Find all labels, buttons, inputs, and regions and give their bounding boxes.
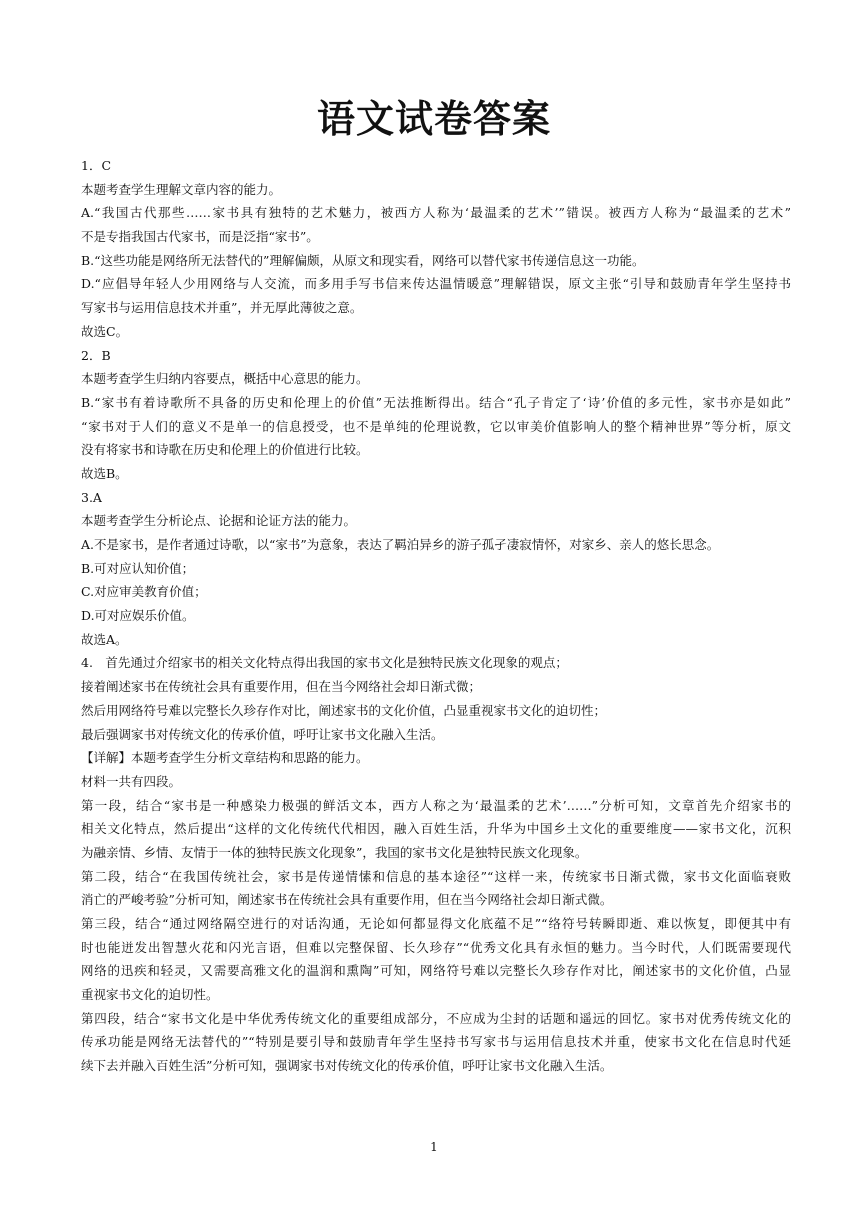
text-line: B.“这些功能是网络所无法替代的”理解偏颇，从原文和现实看，网络可以替代家书传递信息这一功能。 [81,252,645,268]
text-line: 消亡的严峻考验”分析可知，阐述家书在传统社会具有重要作用，但在当今网络社会却日渐式微。 [81,892,613,908]
text-line: 重视家书文化的迫切性。 [81,987,219,1003]
text-line: 1．C [81,158,112,173]
text-line: A.“我国古代那些……家书具有独特的艺术魅力，被西方人称为‘最温柔的艺术’”错误。被西方人称为“最温柔的艺术” [81,205,791,221]
text-line: 材料一共有四段。 [81,773,182,789]
text-line: 写家书与运用信息技术并重”，并无厚此薄彼之意。 [81,300,363,316]
text-line: D.“应倡导年轻人少用网络与人交流，而多用手写书信来传达温情暖意”理解错误，原文主张“引导和鼓励青年学生坚持书 [81,276,791,292]
text-line: B.“家书有着诗歌所不具备的历史和伦理上的价值”无法推断得出。结合“孔子肯定了‘诗’价值的多元性，家书亦是如此” [81,394,791,410]
answer-body [81,154,791,1078]
text-line: 没有将家书和诗歌在历史和伦理上的价值进行比较。 [81,442,369,458]
text-line: 不是专指我国古代家书，而是泛指“家书”。 [81,229,319,245]
text-line: C.对应审美教育价值； [81,584,207,600]
text-line: “家书对于人们的意义不是单一的信息授受，也不是单纯的伦理说教，它以审美价值影响人的整个精神世界”等分析，原文 [81,418,791,434]
text-line: 时也能迸发出智慧火花和闪光言语，但难以完整保留、长久珍存”“优秀文化具有永恒的魅力。当今时代，人们既需要现代 [81,939,791,955]
text-line: 故选A。 [81,631,128,647]
text-line: 本题考查学生分析论点、论据和论证方法的能力。 [81,513,357,529]
page-number: 1 [430,1140,438,1154]
text-line: 本题考查学生归纳内容要点，概括中心意思的能力。 [81,371,369,387]
text-line: B.可对应认知价值； [81,560,195,576]
text-line: 第四段，结合“家书文化是中华优秀传统文化的重要组成部分，不应成为尘封的话题和遥远的回忆。家书对优秀传统文化的 [81,1010,791,1026]
text-line: D.可对应娱乐价值。 [81,608,195,624]
text-line: 3.A [81,489,102,505]
text-line: 2．B [81,347,111,363]
page-title: 语文试卷答案 [316,97,551,141]
text-line: 本题考查学生理解文章内容的能力。 [81,181,282,197]
text-line: 第一段，结合“家书是一种感染力极强的鲜活文本，西方人称之为‘最温柔的艺术’……”分析可知，文章首先介绍家书的 [81,797,791,813]
text-line: 相关文化特点，然后提出“这样的文化传统代代相因，融入百姓生活，升华为中国乡土文化的重要维度——家书文化，沉积 [81,821,791,837]
text-line: 网络的迅疾和轻灵，又需要高雅文化的温润和熏陶”可知，网络符号难以完整长久珍存作对比，阐述家书的文化价值，凸显 [81,963,791,979]
text-line: A.不是家书，是作者通过诗歌，以“家书”为意象，表达了羁泊异乡的游子孤孑凄寂情怀，对家乡、亲人的悠长思念。 [81,537,720,552]
text-line: 为融亲情、乡情、友情于一体的独特民族文化现象”，我国的家书文化是独特民族文化现象。 [81,844,588,860]
text-line: 故选B。 [81,465,128,481]
text-line: 续下去并融入百姓生活”分析可知，强调家书对传统文化的传承价值，呼吁让家书文化融入生活。 [81,1058,613,1074]
text-line: 故选C。 [81,323,129,339]
text-line: 传承功能是网络无法替代的”“特别是要引导和鼓励青年学生坚持书写家书与运用信息技术并重，使家书文化在信息时代延 [81,1034,791,1050]
text-line: 然后用网络符号难以完整长久珍存作对比，阐述家书的文化价值，凸显重视家书文化的迫切性； [81,702,607,718]
text-line: 第二段，结合“在我国传统社会，家书是传递情愫和信息的基本途径”“这样一来，传统家书日渐式微，家书文化面临衰败 [81,868,791,884]
text-line: 第三段，结合“通过网络隔空进行的对话沟通，无论如何都显得文化底蕴不足”“络符号转瞬即逝、难以恢复，即便其中有 [81,916,791,931]
text-line: 【详解】本题考查学生分析文章结构和思路的能力。 [81,750,369,766]
text-line: 最后强调家书对传统文化的传承价值，呼吁让家书文化融入生活。 [81,726,444,742]
text-line: 接着阐述家书在传统社会具有重要作用，但在当今网络社会却日渐式微； [81,679,482,695]
text-line: 4. 首先通过介绍家书的相关文化特点得出我国的家书文化是独特民族文化现象的观点； [81,655,568,671]
